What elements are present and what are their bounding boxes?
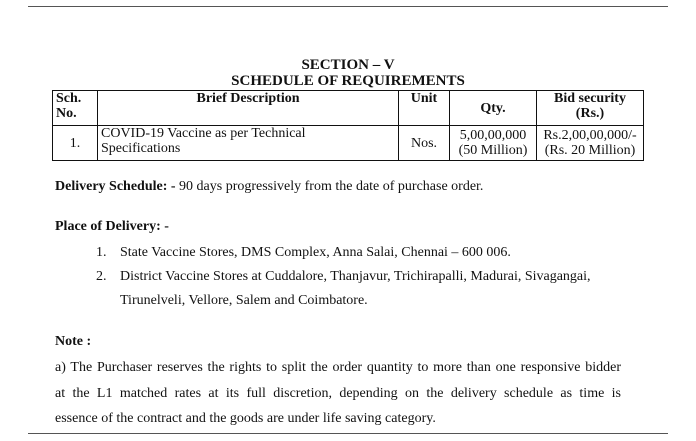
cell-bid-line1: Rs.2,00,00,000/-: [543, 128, 637, 143]
header-unit: Unit: [399, 91, 450, 126]
note-line-2: at the L1 matched rates at its full discretion, depending on the delivery schedule as time is: [55, 386, 621, 401]
requirements-table: [52, 90, 644, 161]
delivery-schedule: [55, 179, 483, 195]
table-header-row: [53, 91, 644, 126]
header-description: Brief Description: [98, 91, 399, 126]
delivery-item-2-num: 2.: [96, 269, 107, 284]
cell-bid-security: [537, 126, 644, 161]
cell-description-line1: COVID-19 Vaccine as per Technical: [101, 126, 306, 141]
delivery-item-1-text: State Vaccine Stores, DMS Complex, Anna Salai, Chennai – 600 006.: [120, 245, 511, 260]
cell-description: [98, 126, 399, 161]
cell-description-line2: Specifications: [101, 141, 181, 156]
header-bid-line2: (Rs.): [575, 106, 605, 121]
header-bid-security: [537, 91, 644, 126]
note-line-3: essence of the contract and the goods are under life saving category.: [55, 411, 436, 426]
header-qty: Qty.: [450, 91, 537, 126]
cell-unit: Nos.: [399, 126, 450, 161]
top-divider: [28, 6, 668, 7]
cell-bid-line2: (Rs. 20 Million): [544, 143, 636, 158]
delivery-schedule-label: Delivery Schedule: -: [55, 179, 176, 194]
header-sch-no-line2: No.: [56, 106, 77, 121]
cell-qty-line1: 5,00,00,000: [459, 128, 527, 143]
delivery-item-1-num: 1.: [96, 245, 107, 260]
table-row: [53, 126, 644, 161]
cell-qty: [450, 126, 537, 161]
bottom-divider: [28, 433, 668, 434]
delivery-schedule-text: 90 days progressively from the date of purchase order.: [175, 179, 484, 194]
note-line-1: a) The Purchaser reserves the rights to split the order quantity to more than one responsive bidder: [55, 360, 621, 375]
schedule-title: SCHEDULE OF REQUIREMENTS: [231, 73, 465, 89]
section-title: SECTION – V: [301, 57, 395, 73]
note-label: Note :: [55, 334, 92, 349]
header-sch-no-line1: Sch.: [56, 91, 82, 106]
delivery-item-2-text: District Vaccine Stores at Cuddalore, Thanjavur, Trichirapalli, Madurai, Sivagangai,: [120, 269, 591, 284]
cell-qty-line2: (50 Million): [458, 143, 528, 158]
header-sch-no: [53, 91, 98, 126]
header-bid-line1: Bid security: [554, 91, 626, 106]
cell-sch-no: 1.: [53, 126, 98, 161]
place-of-delivery-label: Place of Delivery: -: [55, 219, 169, 234]
delivery-item-2-cont: Tirunelveli, Vellore, Salem and Coimbatore.: [120, 293, 368, 308]
